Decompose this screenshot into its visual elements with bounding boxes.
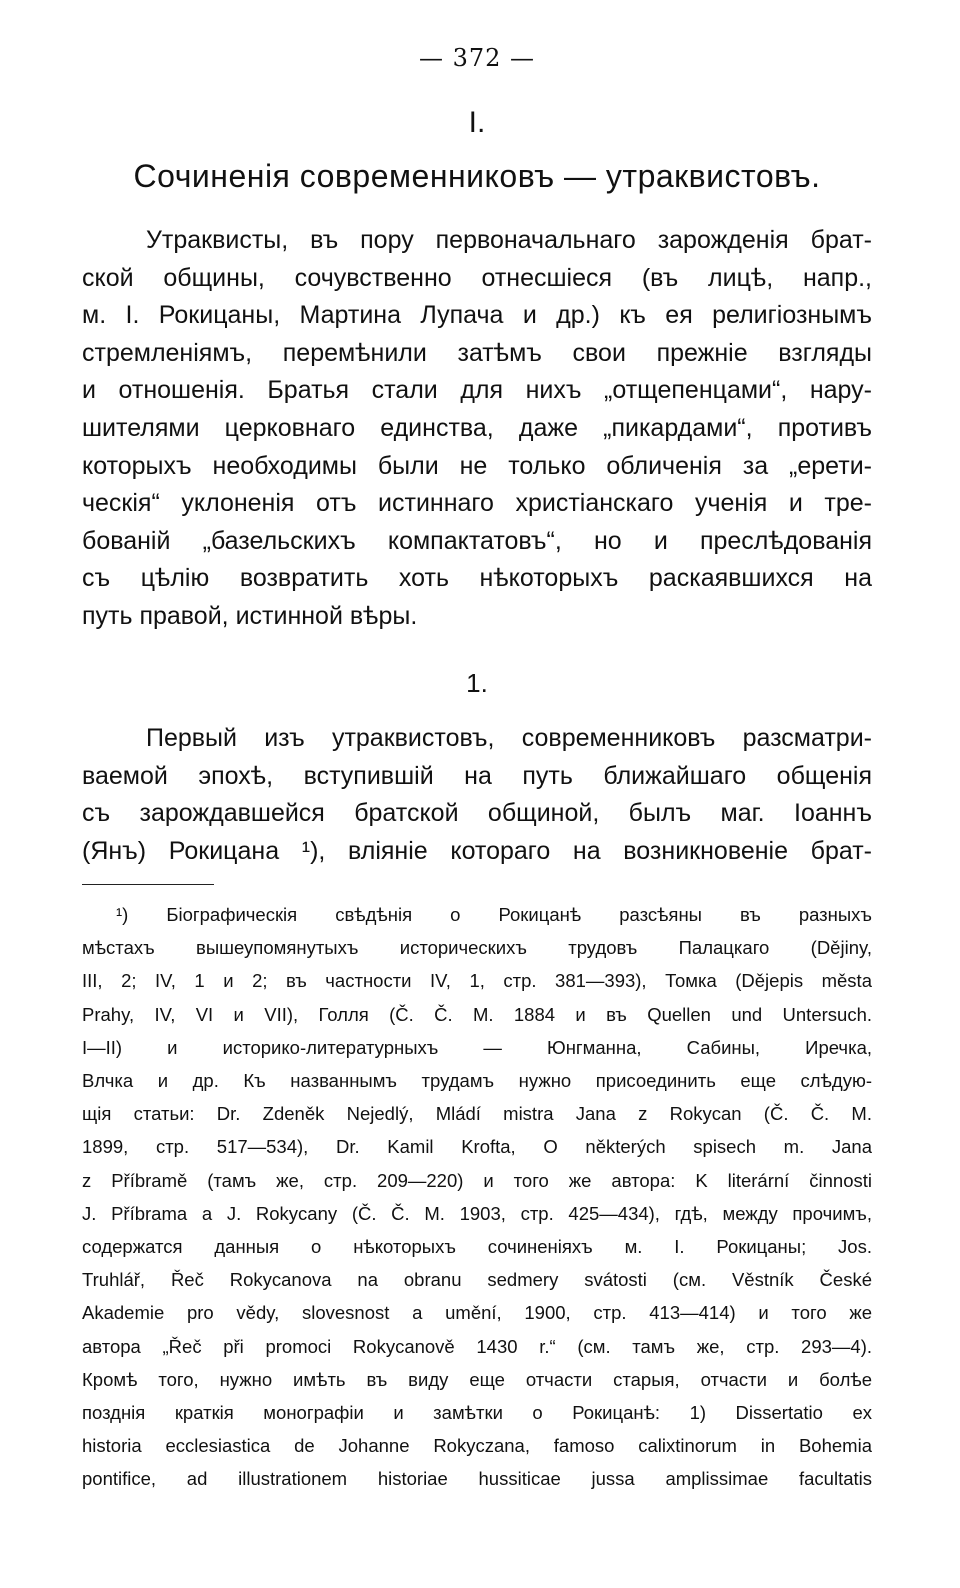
intro-line: м. І. Рокицаны, Мартина Лупача и др.) къ ея религіознымъ: [82, 301, 872, 330]
footnote-line: 1899, стр. 517—534), Dr. Kamil Krofta, O některých spisech m. Jana: [82, 1136, 872, 1158]
footnote-line: Кромѣ того, нужно имѣть въ виду еще отчасти старыя, отчасти и болѣе: [82, 1368, 872, 1390]
footnote: [82, 898, 872, 1496]
intro-line: и отношенія. Братья стали для нихъ „отщепенцами“, нару-: [82, 376, 872, 405]
footnote-line: Truhlář, Řeč Rokycanova na obranu sedmery svátosti (см. Věstník České: [82, 1269, 872, 1291]
footnote-line: позднія краткія монографіи и замѣтки о Рокицанѣ: 1) Dissertatio ex: [82, 1402, 872, 1424]
intro-line: путь правой, истинной вѣры.: [82, 601, 418, 630]
part-numeral: I.: [468, 106, 486, 139]
intro-line: ской общины, сочувственно отнесшіеся (въ лицѣ, напр.,: [82, 263, 872, 292]
document-page: [82, 0, 872, 1588]
footnote-line: Akademie pro vědy, slovesnost a umění, 1900, стр. 413—414) и того же: [82, 1302, 872, 1324]
body-line: (Янъ) Рокицана ¹), вліяніе котораго на возникновеніе брат-: [82, 836, 872, 865]
footnote-line: I—II) и историко-литературныхъ — Юнгманна, Сабины, Иречка,: [82, 1036, 872, 1058]
footnote-line: III, 2; IV, 1 и 2; въ частности IV, 1, стр. 381—393), Томка (Dějepis města: [82, 970, 872, 992]
chapter-title: Сочиненія современниковъ — утраквистовъ.: [133, 158, 821, 194]
page-number: — 372 —: [418, 44, 536, 72]
intro-line: съ цѣлію возвратить хоть нѣкоторыхъ раскаявшихся на: [82, 564, 872, 593]
footnote-line: historia ecclesiastica de Johanne Rokyczana, famoso calixtinorum in Bohemia: [82, 1435, 872, 1457]
intro-line: ческія“ уклоненія отъ истиннаго христіанскаго ученія и тре-: [82, 489, 872, 518]
intro-line: шителями церковнаго единства, даже „пикардами“, противъ: [82, 413, 872, 442]
intro-line: Утраквисты, въ пору первоначальнаго зарожденія брат-: [146, 226, 872, 254]
footnote-separator: [82, 884, 214, 885]
footnote-line: z Příbramě (тамъ же, стр. 209—220) и того же автора: K literární činnosti: [82, 1169, 872, 1191]
footnote-line: Влчка и др. Къ названнымъ трудамъ нужно присоединить еще слѣдую-: [82, 1070, 872, 1092]
body-line: съ зарождавшейся братской общиной, былъ маг. Іоаннъ: [82, 799, 872, 828]
section-number: 1.: [466, 668, 488, 698]
intro-line: которыхъ необходимы были не только обличенія за „ерети-: [82, 451, 872, 480]
footnote-line: автора „Řeč při promoci Rokycanově 1430 r.“ (см. тамъ же, стр. 293—4).: [82, 1335, 872, 1357]
footnote-line: мѣстахъ вышеупомянутыхъ историческихъ трудовъ Палацкаго (Dějiny,: [82, 937, 872, 959]
body-paragraph: [82, 720, 872, 870]
footnote-line: J. Příbrama a J. Rokycany (Č. Č. M. 1903, стр. 425—434), гдѣ, между прочимъ,: [82, 1202, 872, 1224]
body-line: Первый изъ утраквистовъ, современниковъ разсматри-: [146, 724, 872, 752]
intro-line: бованій „базельскихъ компактатовъ“, но и преслѣдованія: [82, 526, 872, 555]
intro-paragraph: [82, 222, 872, 636]
body-line: ваемой эпохѣ, вступившій на путь ближайшаго общенія: [82, 761, 872, 790]
footnote-line: щія статьи: Dr. Zdeněk Nejedlý, Mládí mistra Jana z Rokycan (Č. Č. M.: [82, 1103, 872, 1125]
footnote-line: Prahy, IV, VI и VII), Голля (Č. Č. M. 1884 и въ Quellen und Untersuch.: [82, 1003, 872, 1025]
footnote-line: ¹) Біографическія свѣдѣнія о Рокицанѣ разсѣяны въ разныхъ: [116, 904, 872, 925]
intro-line: стремленіямъ, перемѣнили затѣмъ свои прежніе взгляды: [82, 338, 872, 367]
footnote-line: содержатся данныя о нѣкоторыхъ сочиненіяхъ м. І. Рокицаны; Jos.: [82, 1236, 872, 1258]
footnote-line: pontifice, ad illustrationem historiae hussiticae jussa amplissimae facultatis: [82, 1468, 872, 1490]
